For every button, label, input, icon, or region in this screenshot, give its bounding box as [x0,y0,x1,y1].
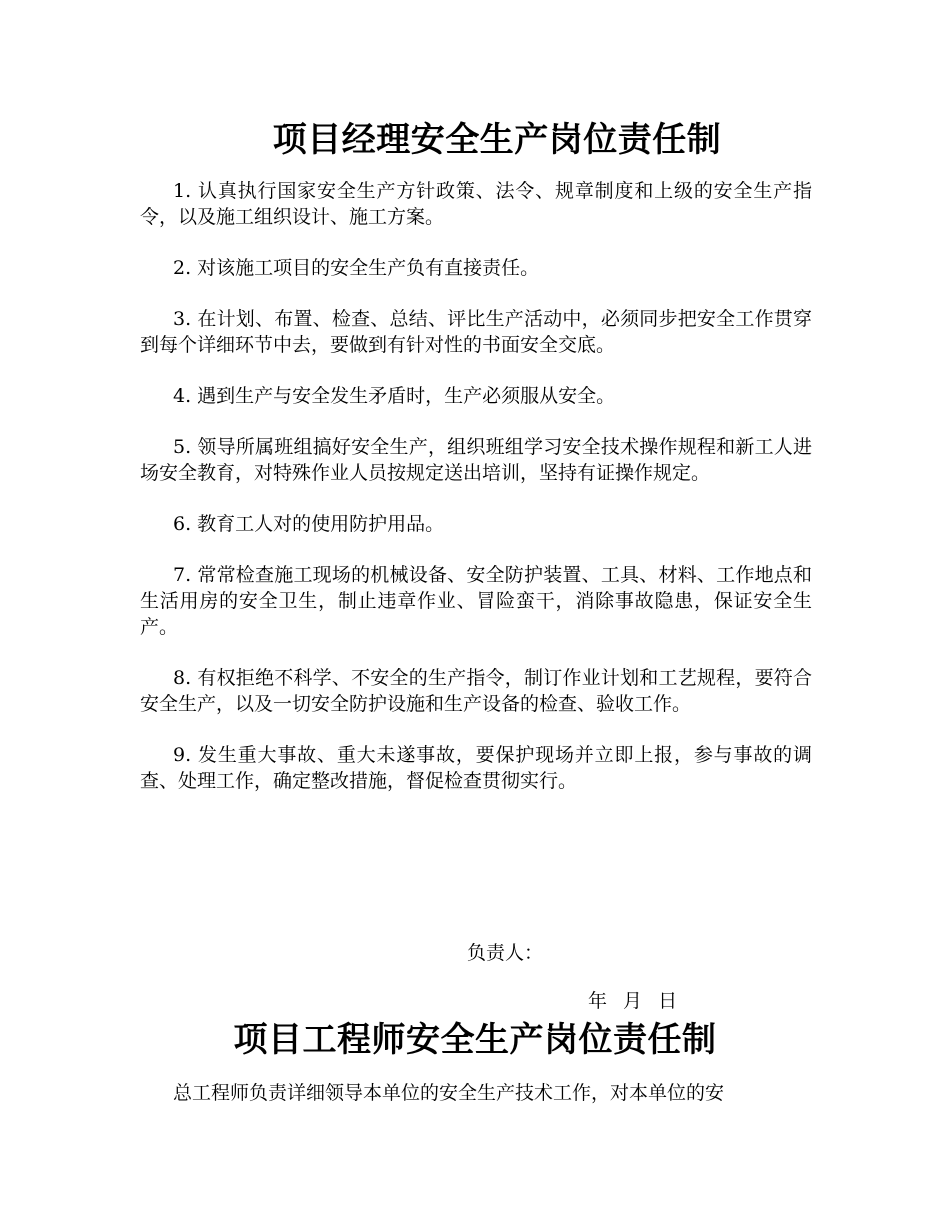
section-intro-paragraph: 总工程师负责详细领导本单位的安全生产技术工作，对本单位的安 [173,1082,725,1104]
document-title: 项目经理安全生产岗位责任制 [272,120,722,160]
list-item: 8. 有权拒绝不科学、不安全的生产指令，制订作业计划和工艺规程，要符合安全生产，以及一切安全防护设施和生产设备的检查、验收工作。 [140,667,812,715]
date-label: 年 月 日 [588,990,678,1012]
list-item: 6. 教育工人对的使用防护用品。 [173,513,445,535]
list-item: 4. 遇到生产与安全发生矛盾时，生产必须服从安全。 [173,385,616,407]
list-item: 2. 对该施工项目的安全生产负有直接责任。 [173,257,540,279]
section-title: 项目工程师安全生产岗位责任制 [233,1020,717,1060]
signer-label: 负责人： [467,942,544,964]
responsibility-list [140,178,812,819]
list-item: 5. 领导所属班组搞好安全生产，组织班组学习安全技术操作规程和新工人进场安全教育，对特殊作业人员按规定送出培训，坚持有证操作规定。 [140,436,812,484]
list-item: 3. 在计划、布置、检查、总结、评比生产活动中，必须同步把安全工作贯穿到每个详细环节中去，要做到有针对性的书面安全交底。 [140,308,812,356]
list-item: 7. 常常检查施工现场的机械设备、安全防护装置、工具、材料、工作地点和生活用房的安全卫生，制止违章作业、冒险蛮干，消除事故隐患，保证安全生产。 [140,564,812,638]
list-item: 9. 发生重大事故、重大未遂事故，要保护现场并立即上报，参与事故的调查、处理工作，确定整改措施，督促检查贯彻实行。 [140,744,812,792]
list-item: 1. 认真执行国家安全生产方针政策、法令、规章制度和上级的安全生产指令，以及施工组织设计、施工方案。 [140,180,812,228]
